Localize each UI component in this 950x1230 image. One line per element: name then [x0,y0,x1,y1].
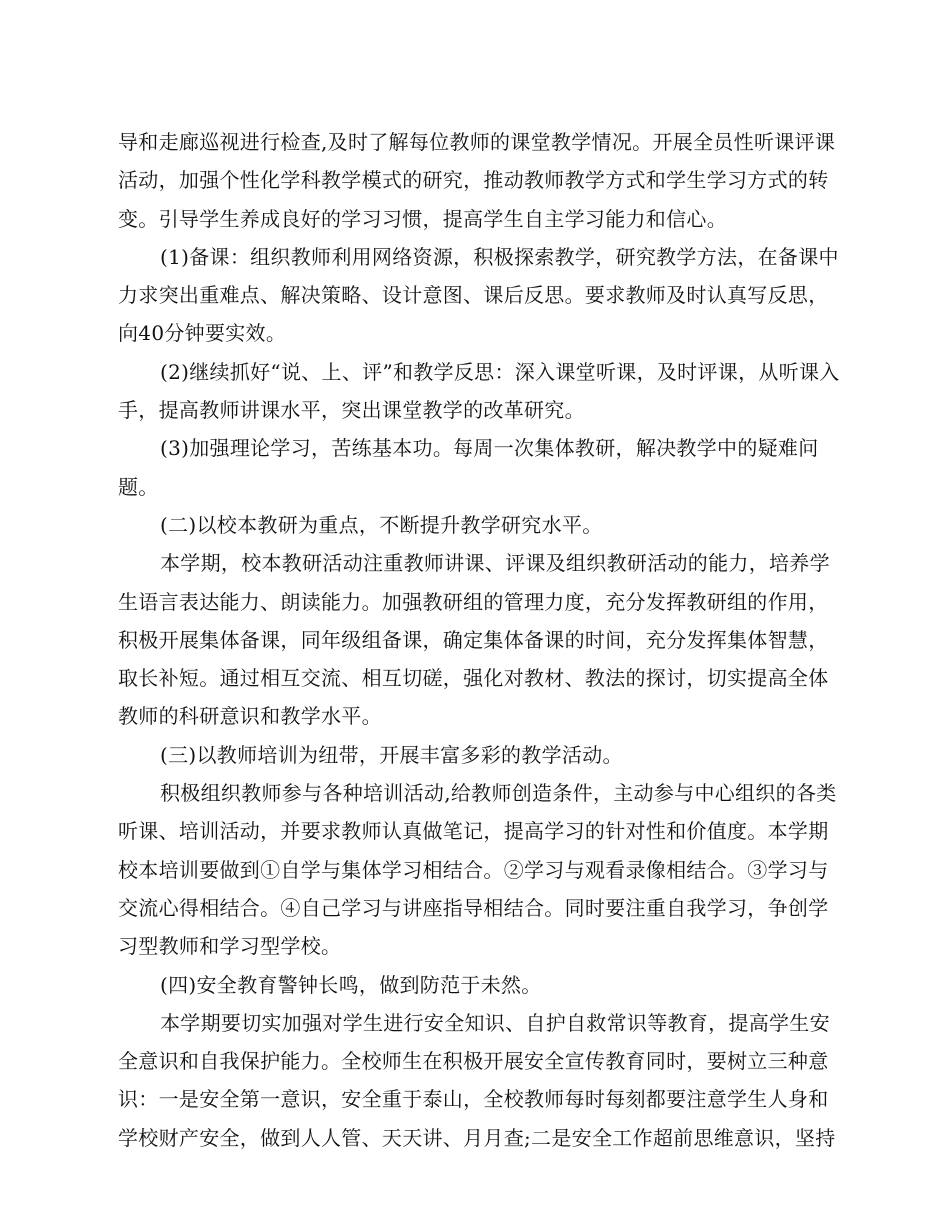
text-line: 活动，加强个性化学科教学模式的研究，推动教师教学方式和学生学习方式的转 [118,168,829,193]
text-line: 习型教师和学习型学校。 [118,934,342,959]
text-line: 积极组织教师参与各种培训活动,给教师创造条件，主动参与中心组织的各类 [160,781,837,806]
text-line: 本学期，校本教研活动注重教师讲课、评课及组织教研活动的能力，培养学 [160,551,830,576]
section-heading: (二)以校本教研为重点，不断提升教学研究水平。 [160,512,603,537]
text-line: 取长补短。通过相互交流、相互切磋，强化对教材、教法的探讨，切实提高全体 [118,666,829,691]
text-line: (1)备课：组织教师利用网络资源，积极探索教学，研究教学方法，在备课中 [160,244,839,269]
text-line: 教师的科研意识和教学水平。 [118,704,382,729]
text-line: (2)继续抓好“说、上、评”和教学反思：深入课堂听课，及时评课，从听课入 [160,359,840,384]
text-line: 生语言表达能力、朗读能力。加强教研组的管理力度，充分发挥教研组的作用， [118,589,829,614]
text-line: 积极开展集体备课，同年级组备课，确定集体备课的时间，充分发挥集体智慧， [118,627,829,652]
text-line: 学校财产安全，做到人人管、天天讲、月月查;二是安全工作超前思维意识，坚持 [118,1125,836,1150]
section-heading: (四)安全教育警钟长鸣，做到防范于未然。 [160,972,542,997]
text-line: (3)加强理论学习，苦练基本功。每周一次集体教研，解决教学中的疑难问 [160,436,819,461]
text-line: 识：一是安全第一意识，安全重于泰山，全校教师每时每刻都要注意学生人身和 [118,1087,829,1112]
text-line: 手，提高教师讲课水平，突出课堂教学的改革研究。 [118,398,585,423]
section-heading: (三)以教师培训为纽带，开展丰富多彩的教学活动。 [160,742,623,767]
text-line: 导和走廊巡视进行检查,及时了解每位教师的课堂教学情况。开展全员性听课评课 [118,130,836,154]
text-line: 听课、培训活动，并要求教师认真做笔记，提高学习的针对性和价值度。本学期 [118,819,829,844]
document-body [118,123,840,1157]
text-line: 题。 [118,474,159,499]
text-line: 全意识和自我保护能力。全校师生在积极开展安全宣传教育同时，要树立三种意 [118,1049,829,1074]
text-line: 校本培训要做到①自学与集体学习相结合。②学习与观看录像相结合。③学习与 [118,857,829,882]
text-line: 力求突出重难点、解决策略、设计意图、课后反思。要求教师及时认真写反思， [118,283,829,308]
text-line: 本学期要切实加强对学生进行安全知识、自护自救常识等教育，提高学生安 [160,1010,830,1035]
text-line: 交流心得相结合。④自己学习与讲座指导相结合。同时要注重自我学习，争创学 [118,895,829,920]
text-line: 向40分钟要实效。 [118,321,287,346]
text-line: 变。引导学生养成良好的学习习惯，提高学生自主学习能力和信心。 [118,206,727,231]
